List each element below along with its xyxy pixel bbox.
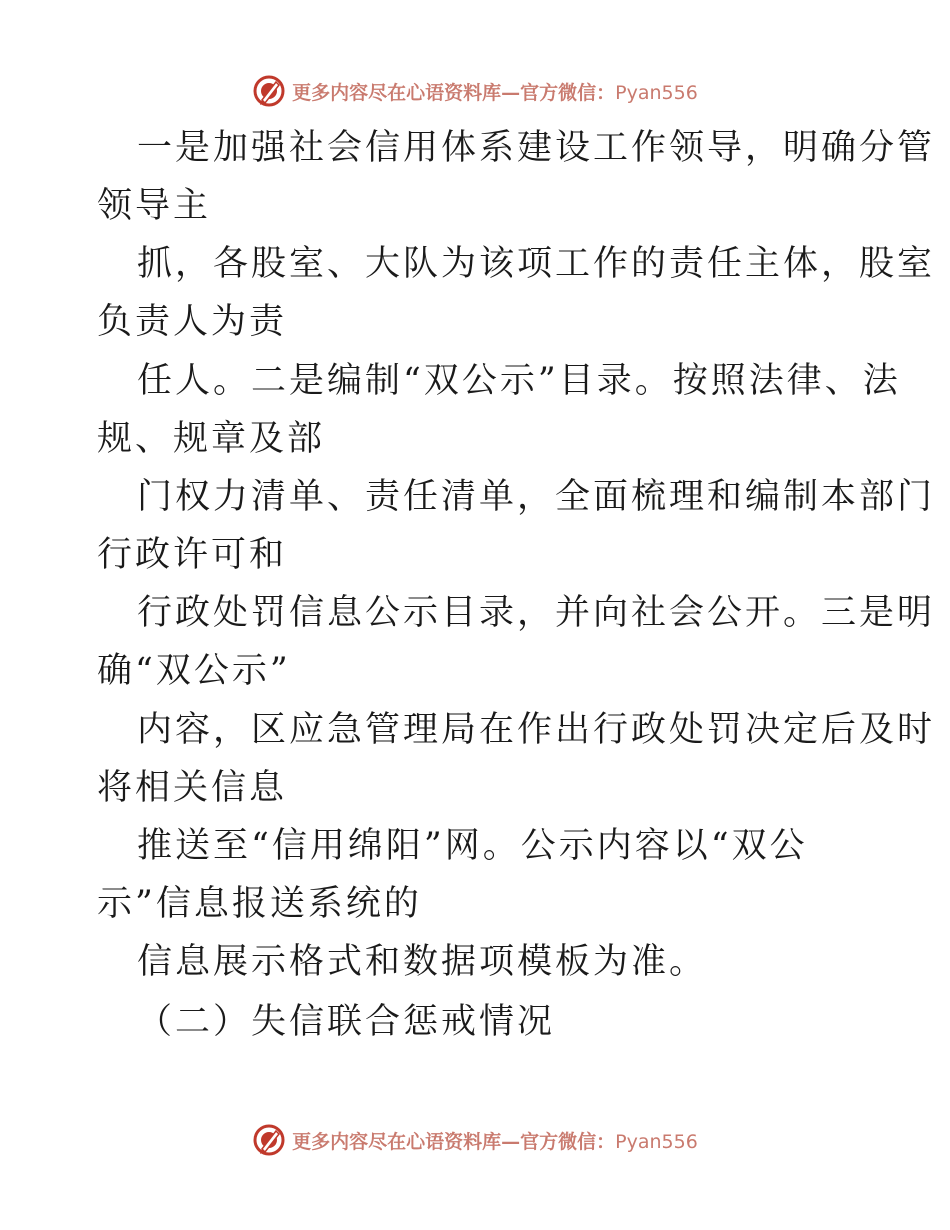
body-line: 示”信息报送系统的 (97, 884, 422, 924)
body-line: 门权力清单、责任清单，全面梳理和编制本部门 (137, 477, 936, 517)
body-line: 信息展示格式和数据项模板为准。 (137, 942, 708, 982)
body-line: 任人。二是编制“双公示”目录。按照法律、法 (137, 361, 901, 401)
body-line: 推送至“信用绵阳”网。公示内容以“双公 (137, 826, 808, 866)
body-line: 一是加强社会信用体系建设工作领导，明确分管 (137, 128, 936, 168)
watermark-text (292, 1127, 698, 1154)
pen-logo-icon (252, 1123, 286, 1157)
body-line: 规、规章及部 (97, 419, 326, 459)
body-line: 内容，区应急管理局在作出行政处罚决定后及时 (137, 710, 936, 750)
body-line: 抓，各股室、大队为该项工作的责任主体，股室 (137, 244, 936, 284)
section-heading: （二）失信联合惩戒情况 (137, 1002, 556, 1042)
footer-watermark (0, 1120, 950, 1160)
body-line: 将相关信息 (97, 768, 288, 808)
watermark-wechat-id: Pyan556 (615, 81, 698, 104)
watermark-label: 更多内容尽在心语资料库—官方微信： (292, 81, 616, 104)
body-line: 行政处罚信息公示目录，并向社会公开。三是明 (137, 593, 936, 633)
watermark-label: 更多内容尽在心语资料库—官方微信： (292, 1130, 616, 1153)
watermark-wechat-id: Pyan556 (615, 1130, 698, 1153)
body-line: 行政许可和 (97, 535, 288, 575)
body-line: 领导主 (97, 186, 212, 226)
body-line: 负责人为责 (97, 302, 288, 342)
body-line: 确“双公示” (97, 651, 291, 691)
